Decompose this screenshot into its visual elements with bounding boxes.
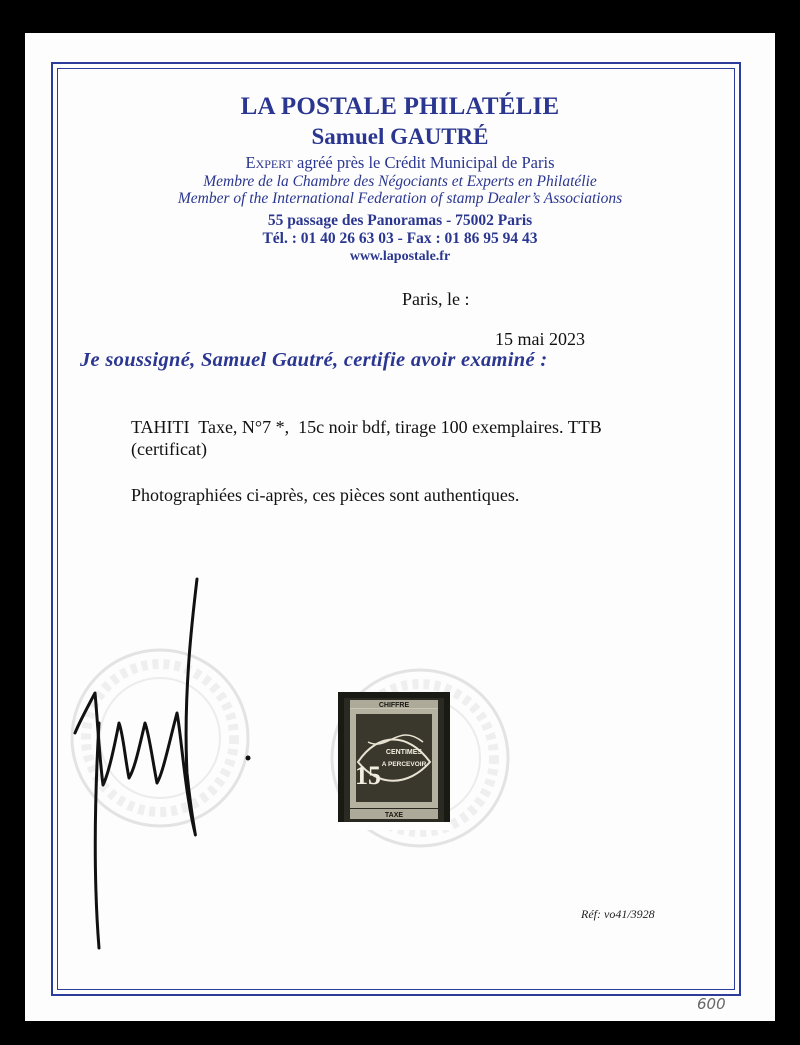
reference-number: Réf: vo41/3928 (581, 907, 655, 921)
description-line-2: (certificat) (131, 439, 207, 459)
place-label: Paris, le : (402, 289, 470, 309)
stamp-a-percevoir: A PERCEVOIR (381, 761, 427, 768)
expert-line (25, 153, 775, 173)
address-line: 55 passage des Panoramas - 75002 Paris (267, 212, 533, 229)
phone-fax-line: Tél. : 01 40 26 63 03 - Fax : 01 86 95 94 43 (262, 230, 538, 247)
note-text: 600 (697, 995, 726, 1013)
stamp-top-label: CHIFFRE (378, 702, 410, 709)
expert-word: Expert (245, 153, 293, 172)
company-name: LA POSTALE PHILATÉLIE (240, 93, 560, 120)
chamber-line: Membre de la Chambre des Négociants et Experts en Philatélie (203, 173, 597, 190)
stamp-value: 15 (355, 761, 381, 790)
website-link[interactable]: www.lapostale.fr (349, 249, 451, 264)
stamp-bottom-label: TAXE (384, 812, 404, 819)
handwritten-signature (65, 573, 265, 953)
stamp-image (338, 692, 450, 830)
federation-line: Member of the International Federation of stamp Dealer’s Associations (177, 190, 623, 207)
certificate-date: 15 mai 2023 (495, 329, 585, 349)
description-line-1: TAHITI Taxe, N°7 *, 15c noir bdf, tirage 100 exemplaires. TTB (131, 417, 602, 437)
expert-name: Samuel GAUTRÉ (311, 124, 489, 149)
authenticity-statement: Photographiées ci-après, ces pièces sont authentiques. (131, 485, 520, 505)
handwritten-note (693, 990, 753, 1016)
certificate-sheet (25, 33, 775, 1021)
stamp-centimes: CENTIMES (385, 749, 423, 756)
expert-line-rest: agréé près le Crédit Municipal de Paris (292, 153, 555, 172)
item-description (131, 416, 691, 460)
declaration: Je soussigné, Samuel Gautré, certifie avoir examiné : (80, 349, 548, 371)
